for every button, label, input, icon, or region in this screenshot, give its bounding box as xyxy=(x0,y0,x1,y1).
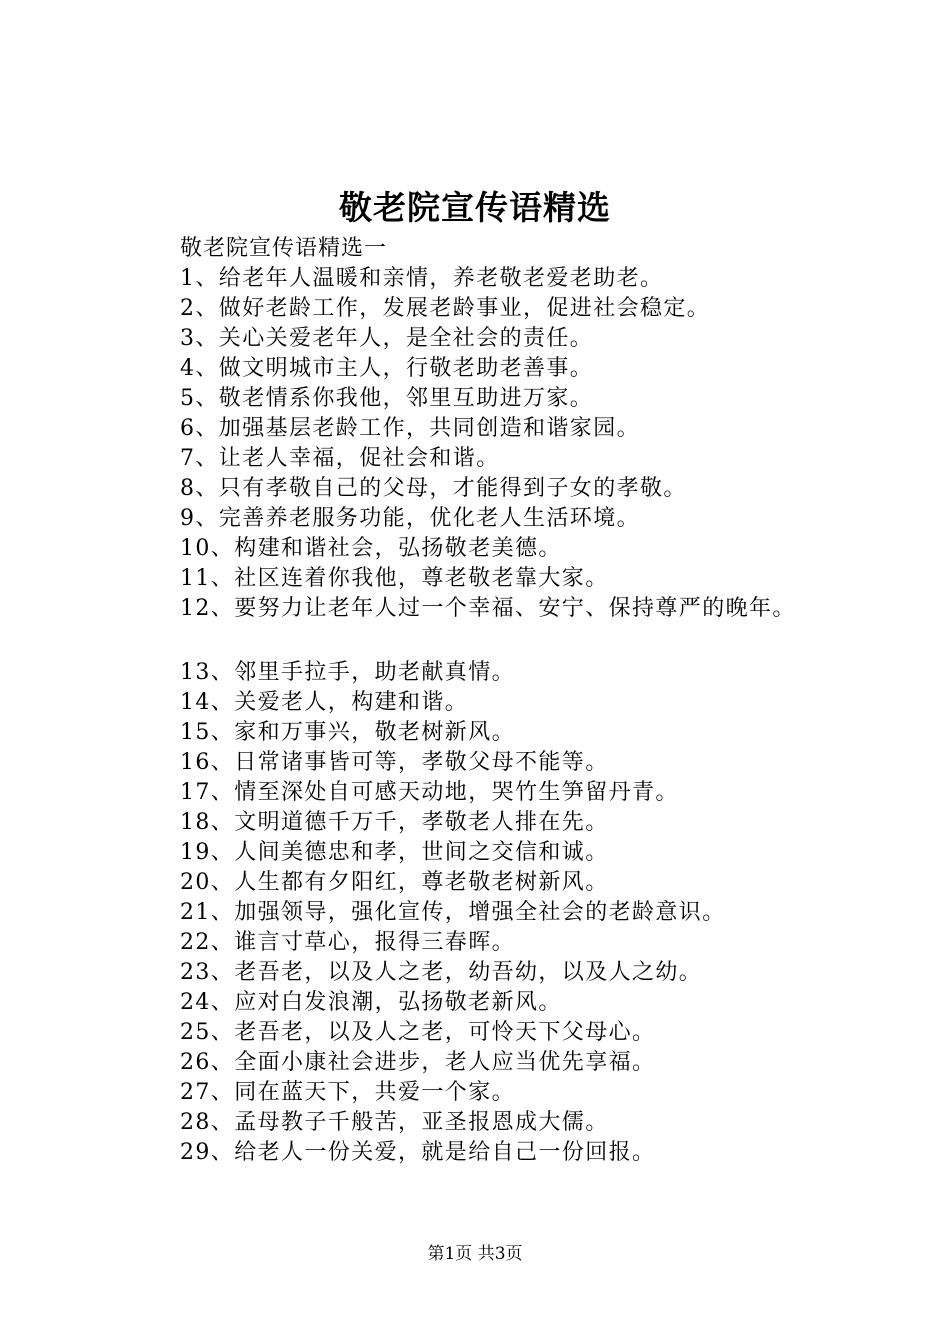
list-item: 2、做好老龄工作，发展老龄事业，促进社会稳定。 xyxy=(180,296,711,321)
list-item: 26、全面小康社会进步，老人应当优先享福。 xyxy=(180,1050,656,1075)
page-number-footer: 第1页 共3页 xyxy=(427,1244,523,1264)
list-item: 25、老吾老，以及人之老，可怜天下父母心。 xyxy=(180,1020,656,1045)
paragraph-gap xyxy=(180,624,940,658)
list-item: 18、文明道德千万千，孝敬老人排在先。 xyxy=(180,810,609,835)
section-heading: 敬老院宣传语精选一 xyxy=(180,236,388,261)
list-item: 27、同在蓝天下，共爱一个家。 xyxy=(180,1080,515,1105)
list-item: 7、让老人幸福，促社会和谐。 xyxy=(180,446,500,471)
list-item: 5、敬老情系你我他，邻里互助进万家。 xyxy=(180,386,594,411)
list-item: 19、人间美德忠和孝，世间之交信和诚。 xyxy=(180,840,609,865)
list-item: 21、加强领导，强化宣传，增强全社会的老龄意识。 xyxy=(180,900,726,925)
list-item: 14、关爱老人，构建和谐。 xyxy=(180,690,469,715)
list-item: 15、家和万事兴，敬老树新风。 xyxy=(180,720,515,745)
list-item: 22、谁言寸草心，报得三春晖。 xyxy=(180,930,515,955)
list-item: 9、完善养老服务功能，优化老人生活环境。 xyxy=(180,506,640,531)
document-title: 敬老院宣传语精选 xyxy=(339,188,611,227)
list-item: 29、给老人一份关爱，就是给自己一份回报。 xyxy=(180,1140,656,1165)
list-item: 28、孟母教子千般苦，亚圣报恩成大儒。 xyxy=(180,1110,609,1135)
list-item: 1、给老年人温暖和亲情，养老敬老爱老助老。 xyxy=(180,266,664,291)
list-item: 13、邻里手拉手，助老献真情。 xyxy=(180,660,515,685)
list-item: 6、加强基层老龄工作，共同创造和谐家园。 xyxy=(180,416,640,441)
list-item: 11、社区连着你我他，尊老敬老靠大家。 xyxy=(180,566,609,591)
list-item: 16、日常诸事皆可等，孝敬父母不能等。 xyxy=(180,750,609,775)
list-item: 8、只有孝敬自己的父母，才能得到子女的孝敬。 xyxy=(180,476,687,501)
slogan-list xyxy=(180,264,940,1168)
list-item: 10、构建和谐社会，弘扬敬老美德。 xyxy=(180,536,562,561)
list-item: 17、情至深处自可感天动地，哭竹生笋留丹青。 xyxy=(180,780,679,805)
list-item: 3、关心关爱老年人，是全社会的责任。 xyxy=(180,326,594,351)
list-item: 4、做文明城市主人，行敬老助老善事。 xyxy=(180,356,594,381)
list-item: 24、应对白发浪潮，弘扬敬老新风。 xyxy=(180,990,562,1015)
list-item: 12、要努力让老年人过一个幸福、安宁、保持尊严的晚年。 xyxy=(180,596,796,621)
list-item: 20、人生都有夕阳红，尊老敬老树新风。 xyxy=(180,870,609,895)
list-item: 23、老吾老，以及人之老，幼吾幼，以及人之幼。 xyxy=(180,960,703,985)
